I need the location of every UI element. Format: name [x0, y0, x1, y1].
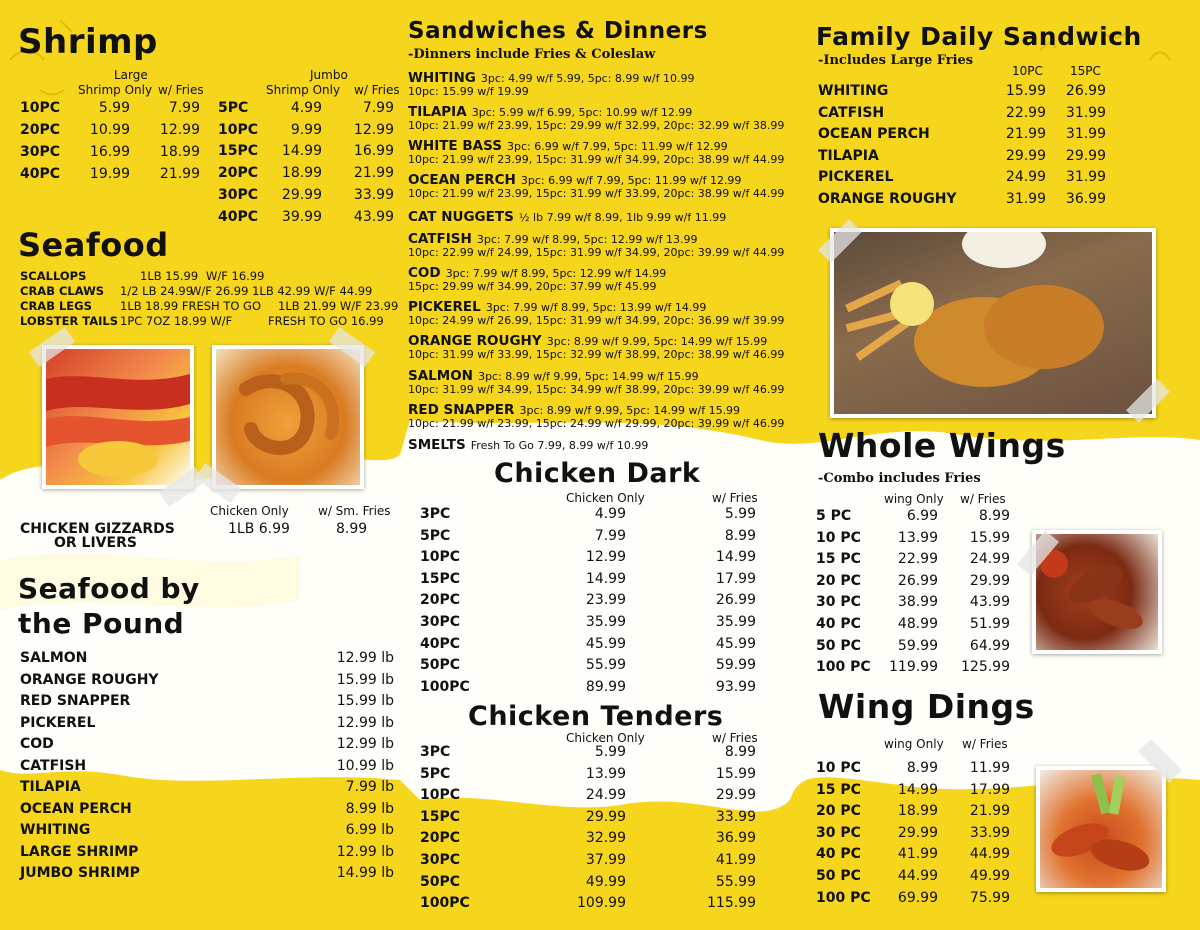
price-only: 16.99	[89, 144, 130, 160]
price-with-fries: 29.99	[715, 787, 756, 804]
item-name: COD	[20, 736, 54, 752]
price-a: 1LB 15.99	[140, 269, 199, 283]
price-only: 29.99	[585, 808, 626, 825]
sandwiches-subtitle: -Dinners include Fries & Coleslaw	[408, 47, 656, 62]
price-per-lb: 12.99 lb	[336, 843, 394, 860]
sandwich-item	[408, 138, 784, 166]
price-15pc: 31.99	[1065, 126, 1106, 142]
size-label: 20PC	[420, 830, 461, 847]
shrimp-large-only-header: Shrimp Only	[78, 83, 153, 97]
price-per-lb: 12.99 lb	[336, 650, 394, 666]
price-line-1: 3pc: 4.99 w/f 5.99, 5pc: 8.99 w/f 10.99	[480, 72, 695, 85]
item-name: SALMON	[408, 368, 473, 384]
price-with-fries: 35.99	[715, 614, 756, 630]
price-only: 10.99	[89, 122, 130, 138]
size-label: 10 PC	[816, 760, 861, 776]
price-line-1: Fresh To Go 7.99, 8.99 w/f 10.99	[470, 439, 649, 452]
size-label: 10 PC	[816, 529, 861, 546]
price-only: 19.99	[89, 166, 130, 182]
size-label: 30PC	[420, 852, 461, 868]
item-name: LARGE SHRIMP	[20, 843, 139, 860]
price-only: 26.99	[897, 572, 938, 589]
size-label: 40PC	[218, 208, 259, 225]
size-label: 100PC	[420, 895, 470, 912]
size-label: 5PC	[218, 100, 249, 116]
price-with-fries: 33.99	[353, 186, 394, 203]
item-name: WHITING	[20, 822, 91, 838]
price-only: 9.99	[290, 121, 322, 138]
price-only: 14.99	[281, 143, 322, 160]
wing-dings-photo	[1036, 766, 1166, 892]
size-label: 20 PC	[816, 803, 861, 820]
price-only: 69.99	[897, 889, 938, 906]
size-label: 30 PC	[816, 594, 861, 611]
price-10pc: 29.99	[1005, 147, 1046, 164]
size-label: 100 PC	[816, 889, 871, 906]
price-with-fries: 16.99	[353, 143, 394, 160]
item-name: COD	[408, 265, 441, 281]
price-only: 12.99	[585, 549, 626, 566]
price-line-2: 10pc: 31.99 w/f 33.99, 15pc: 32.99 w/f 38.99, 20pc: 38.99 w/f 46.99	[408, 348, 785, 361]
size-label: 10PC	[218, 121, 259, 138]
item-name: ORANGE ROUGHY	[408, 333, 542, 349]
price-line-1: 3pc: 8.99 w/f 9.99, 5pc: 14.99 w/f 15.99	[519, 404, 741, 417]
price-line-2: 10pc: 21.99 w/f 23.99, 15pc: 31.99 w/f 33.99, 20pc: 38.99 w/f 44.99	[408, 187, 785, 200]
price-per-lb: 12.99 lb	[336, 736, 394, 752]
price-15pc: 29.99	[1065, 147, 1106, 164]
seafood-title: Seafood	[18, 226, 169, 264]
price-b: 1LB 21.99 W/F 23.99	[278, 299, 399, 313]
price-line-2: 10pc: 15.99 w/f 19.99	[408, 85, 529, 98]
price-only: 32.99	[585, 830, 626, 847]
price-with-fries: 33.99	[969, 824, 1010, 841]
size-label: 5PC	[420, 527, 451, 544]
price-with-fries: 59.99	[715, 657, 756, 674]
price-only: 14.99	[585, 570, 626, 587]
price-b: W/F 26.99 1LB 42.99 W/F 44.99	[190, 284, 373, 298]
size-label: 40PC	[20, 166, 61, 182]
price-only: 109.99	[577, 895, 626, 912]
item-name: TILAPIA	[20, 779, 81, 795]
size-label: 3PC	[420, 744, 451, 760]
whole-wings-only-header: wing Only	[884, 492, 944, 506]
price-with-fries: 15.99	[969, 529, 1010, 546]
item-name: SMELTS	[408, 437, 466, 453]
item-name: RED SNAPPER	[408, 402, 515, 418]
price-only: 5.99	[594, 744, 626, 760]
price-per-lb: 12.99 lb	[336, 714, 394, 731]
gizzards-fries-price: 8.99	[336, 521, 368, 537]
price-a: 1LB 18.99 FRESH TO GO	[120, 299, 262, 313]
price-only: 59.99	[897, 637, 938, 654]
item-name: WHITING	[408, 70, 476, 86]
size-label: 30PC	[218, 186, 259, 203]
price-per-lb: 6.99 lb	[345, 822, 394, 838]
size-label: 100PC	[420, 678, 470, 695]
sandwich-item	[408, 437, 648, 452]
price-with-fries: 18.99	[159, 144, 200, 160]
price-line-1: 3pc: 7.99 w/f 8.99, 5pc: 12.99 w/f 13.99	[476, 233, 698, 246]
price-10pc: 21.99	[1005, 126, 1046, 142]
price-only: 48.99	[897, 616, 938, 632]
price-only: 119.99	[889, 659, 938, 676]
size-label: 30PC	[20, 144, 61, 160]
price-line-2: 10pc: 31.99 w/f 34.99, 15pc: 34.99 w/f 38.99, 20pc: 39.99 w/f 46.99	[408, 383, 785, 396]
price-with-fries: 21.99	[159, 166, 200, 182]
item-name: ORANGE ROUGHY	[20, 671, 159, 688]
item-name: OCEAN PERCH	[408, 172, 516, 188]
chicken-tenders-only-header: Chicken Only	[566, 731, 645, 745]
price-with-fries: 7.99	[362, 100, 394, 116]
price-only: 39.99	[281, 208, 322, 225]
item-name: TILAPIA	[818, 147, 879, 164]
sandwich-item	[408, 402, 784, 430]
price-with-fries: 51.99	[969, 616, 1010, 632]
size-label: 3PC	[420, 506, 451, 522]
size-label: 50PC	[420, 657, 461, 674]
price-only: 44.99	[897, 868, 938, 884]
crab-legs-photo	[42, 345, 194, 489]
price-15pc: 31.99	[1065, 104, 1106, 121]
price-with-fries: 21.99	[353, 165, 394, 182]
price-per-lb: 15.99 lb	[336, 693, 394, 709]
price-15pc: 31.99	[1065, 169, 1106, 185]
size-label: 100 PC	[816, 659, 871, 676]
price-with-fries: 26.99	[715, 592, 756, 609]
item-name: OCEAN PERCH	[20, 800, 132, 817]
price-with-fries: 12.99	[159, 122, 200, 138]
price-only: 49.99	[585, 873, 626, 890]
price-per-lb: 7.99 lb	[345, 779, 394, 795]
price-with-fries: 7.99	[168, 100, 200, 116]
gizzards-fries-header: w/ Sm. Fries	[318, 504, 391, 518]
shrimp-large-fries-header: w/ Fries	[158, 83, 204, 97]
price-only: 41.99	[897, 846, 938, 863]
item-name: WHITING	[818, 83, 889, 99]
price-with-fries: 15.99	[715, 765, 756, 782]
item-name: CATFISH	[818, 104, 885, 121]
size-label: 30PC	[420, 614, 461, 630]
price-line-2: 15pc: 29.99 w/f 34.99, 20pc: 37.99 w/f 45.99	[408, 280, 657, 293]
price-line-1: 3pc: 7.99 w/f 8.99, 5pc: 13.99 w/f 14.99	[485, 301, 707, 314]
item-name: PICKEREL	[818, 169, 894, 185]
price-line-1: 3pc: 5.99 w/f 6.99, 5pc: 10.99 w/f 12.99	[471, 106, 693, 119]
price-with-fries: 43.99	[353, 208, 394, 225]
price-15pc: 26.99	[1065, 83, 1106, 99]
price-only: 13.99	[897, 529, 938, 546]
price-with-fries: 24.99	[969, 551, 1010, 568]
wing-dings-only-header: wing Only	[884, 737, 944, 751]
price-with-fries: 64.99	[969, 637, 1010, 654]
shrimp-large-header: Large	[114, 68, 148, 82]
by-pound-title-line2: the Pound	[18, 607, 185, 640]
price-10pc: 22.99	[1005, 104, 1046, 121]
size-label: 50 PC	[816, 637, 861, 654]
size-label: 10PC	[420, 787, 461, 804]
sandwich-item	[408, 368, 784, 396]
sandwich-item	[408, 70, 694, 98]
sandwich-item	[408, 333, 784, 361]
fried-fish-photo	[830, 228, 1156, 418]
price-per-lb: 10.99 lb	[336, 757, 394, 774]
price-with-fries: 41.99	[715, 852, 756, 868]
sandwiches-title: Sandwiches & Dinners	[408, 18, 708, 44]
price-only: 22.99	[897, 551, 938, 568]
size-label: 50 PC	[816, 868, 861, 884]
price-line-1: 3pc: 7.99 w/f 8.99, 5pc: 12.99 w/f 14.99	[445, 267, 667, 280]
fried-shrimp-photo	[212, 345, 364, 489]
whole-wings-subtitle: -Combo includes Fries	[818, 471, 981, 486]
price-only: 8.99	[906, 760, 938, 776]
item-name: WHITE BASS	[408, 138, 502, 154]
price-only: 13.99	[585, 765, 626, 782]
price-with-fries: 55.99	[715, 873, 756, 890]
price-with-fries: 75.99	[969, 889, 1010, 906]
chicken-dark-fries-header: w/ Fries	[712, 491, 758, 505]
item-name: LOBSTER TAILS	[20, 314, 119, 328]
price-with-fries: 5.99	[724, 506, 756, 522]
item-name: CATFISH	[408, 231, 472, 247]
price-with-fries: 33.99	[715, 808, 756, 825]
size-label: 5 PC	[816, 508, 852, 524]
item-name: CRAB LEGS	[20, 299, 92, 313]
price-with-fries: 8.99	[978, 508, 1010, 524]
size-label: 15 PC	[816, 781, 861, 798]
price-with-fries: 125.99	[961, 659, 1010, 676]
size-label: 40PC	[420, 635, 461, 652]
item-name: CAT NUGGETS	[408, 209, 514, 225]
price-with-fries: 115.99	[707, 895, 756, 912]
family-title: Family Daily Sandwich	[816, 22, 1142, 51]
wing-dings-title: Wing Dings	[818, 687, 1035, 726]
gizzards-only-price: 1LB 6.99	[228, 521, 290, 537]
chicken-tenders-fries-header: w/ Fries	[712, 731, 758, 745]
item-name: TILAPIA	[408, 104, 467, 120]
price-line-1: 3pc: 6.99 w/f 7.99, 5pc: 11.99 w/f 12.99	[520, 174, 742, 187]
wing-dings-fries-header: w/ Fries	[962, 737, 1008, 751]
price-only: 35.99	[585, 614, 626, 630]
price-only: 18.99	[897, 803, 938, 820]
price-only: 5.99	[98, 100, 130, 116]
price-line-2: 10pc: 21.99 w/f 23.99, 15pc: 29.99 w/f 32.99, 20pc: 32.99 w/f 38.99	[408, 119, 785, 132]
price-with-fries: 14.99	[715, 549, 756, 566]
price-with-fries: 12.99	[353, 121, 394, 138]
shrimp-jumbo-header: Jumbo	[310, 68, 348, 82]
family-15pc-header: 15PC	[1070, 64, 1101, 78]
price-per-lb: 14.99 lb	[336, 865, 394, 881]
whole-wings-title: Whole Wings	[818, 426, 1066, 465]
chicken-dark-only-header: Chicken Only	[566, 491, 645, 505]
price-b: FRESH TO GO 16.99	[268, 314, 384, 328]
price-only: 29.99	[281, 186, 322, 203]
size-label: 10PC	[420, 549, 461, 566]
price-per-lb: 15.99 lb	[336, 671, 394, 688]
item-name: PICKEREL	[408, 299, 481, 315]
price-only: 6.99	[906, 508, 938, 524]
price-only: 29.99	[897, 824, 938, 841]
price-with-fries: 21.99	[969, 803, 1010, 820]
size-label: 40 PC	[816, 616, 861, 632]
price-15pc: 36.99	[1065, 190, 1106, 207]
item-name: SCALLOPS	[20, 269, 87, 283]
price-10pc: 31.99	[1005, 190, 1046, 207]
sandwich-item	[408, 265, 666, 293]
sandwich-item	[408, 209, 726, 224]
size-label: 5PC	[420, 765, 451, 782]
price-with-fries: 17.99	[715, 570, 756, 587]
price-with-fries: 11.99	[969, 760, 1010, 776]
sandwich-item	[408, 172, 784, 200]
size-label: 20PC	[20, 122, 61, 138]
item-name: JUMBO SHRIMP	[20, 865, 140, 881]
size-label: 10PC	[20, 100, 61, 116]
price-only: 24.99	[585, 787, 626, 804]
chicken-tenders-title: Chicken Tenders	[468, 701, 724, 732]
sandwich-item	[408, 231, 784, 259]
size-label: 20PC	[218, 165, 259, 182]
shrimp-jumbo-only-header: Shrimp Only	[266, 83, 341, 97]
price-10pc: 15.99	[1005, 83, 1046, 99]
shrimp-jumbo-fries-header: w/ Fries	[354, 83, 400, 97]
price-line-1: 3pc: 8.99 w/f 9.99, 5pc: 14.99 w/f 15.99	[478, 370, 699, 383]
size-label: 15PC	[420, 570, 461, 587]
price-only: 7.99	[594, 527, 626, 544]
price-line-1: 3pc: 6.99 w/f 7.99, 5pc: 11.99 w/f 12.99	[507, 140, 728, 153]
gizzards-only-header: Chicken Only	[210, 504, 289, 518]
price-only: 89.99	[585, 678, 626, 695]
price-with-fries: 8.99	[724, 744, 756, 760]
by-pound-title: Seafood by	[18, 572, 200, 605]
item-name: ORANGE ROUGHY	[818, 190, 957, 207]
price-line-1: 3pc: 8.99 w/f 9.99, 5pc: 14.99 w/f 15.99	[546, 335, 768, 348]
price-with-fries: 36.99	[715, 830, 756, 847]
price-line-1: ½ lb 7.99 w/f 8.99, 1lb 9.99 w/f 11.99	[518, 211, 727, 224]
family-subtitle: -Includes Large Fries	[818, 53, 974, 68]
price-a: 1/2 LB 24.99	[120, 284, 194, 298]
price-with-fries: 17.99	[969, 781, 1010, 798]
price-with-fries: 45.99	[715, 635, 756, 652]
price-only: 4.99	[290, 100, 322, 116]
price-with-fries: 29.99	[969, 572, 1010, 589]
sandwich-item	[408, 104, 784, 132]
size-label: 20 PC	[816, 572, 861, 589]
price-only: 37.99	[585, 852, 626, 868]
item-name: CATFISH	[20, 757, 87, 774]
price-with-fries: 44.99	[969, 846, 1010, 863]
family-10pc-header: 10PC	[1012, 64, 1043, 78]
item-name: CRAB CLAWS	[20, 284, 105, 298]
price-line-2: 10pc: 24.99 w/f 26.99, 15pc: 31.99 w/f 34.99, 20pc: 36.99 w/f 39.99	[408, 314, 785, 327]
price-only: 14.99	[897, 781, 938, 798]
price-with-fries: 43.99	[969, 594, 1010, 611]
price-per-lb: 8.99 lb	[345, 800, 394, 817]
price-only: 55.99	[585, 657, 626, 674]
item-name: SALMON	[20, 650, 88, 666]
price-with-fries: 93.99	[715, 678, 756, 695]
item-name: PICKEREL	[20, 714, 96, 731]
size-label: 15 PC	[816, 551, 861, 568]
price-only: 23.99	[585, 592, 626, 609]
item-name: OCEAN PERCH	[818, 126, 930, 142]
price-b: W/F 16.99	[206, 269, 265, 283]
price-only: 45.99	[585, 635, 626, 652]
size-label: 30 PC	[816, 824, 861, 841]
price-line-2: 10pc: 21.99 w/f 23.99, 15pc: 24.99 w/f 29.99, 20pc: 39.99 w/f 46.99	[408, 417, 785, 430]
size-label: 40 PC	[816, 846, 861, 863]
item-name: RED SNAPPER	[20, 693, 131, 709]
size-label: 20PC	[420, 592, 461, 609]
sandwich-item	[408, 299, 784, 327]
gizzards-name: CHICKEN GIZZARDS	[20, 521, 175, 537]
price-with-fries: 8.99	[724, 527, 756, 544]
price-line-2: 10pc: 21.99 w/f 23.99, 15pc: 31.99 w/f 34.99, 20pc: 38.99 w/f 44.99	[408, 153, 785, 166]
price-line-2: 10pc: 22.99 w/f 24.99, 15pc: 31.99 w/f 34.99, 20pc: 39.99 w/f 44.99	[408, 246, 785, 259]
price-only: 18.99	[281, 165, 322, 182]
size-label: 15PC	[218, 143, 259, 160]
price-10pc: 24.99	[1005, 169, 1046, 185]
size-label: 50PC	[420, 873, 461, 890]
price-only: 38.99	[897, 594, 938, 611]
size-label: 15PC	[420, 808, 461, 825]
gizzards-name-line2: OR LIVERS	[54, 535, 137, 551]
whole-wings-fries-header: w/ Fries	[960, 492, 1006, 506]
chicken-dark-title: Chicken Dark	[494, 458, 701, 489]
price-with-fries: 49.99	[969, 868, 1010, 884]
price-a: 1PC 7OZ 18.99 W/F	[120, 314, 233, 328]
shrimp-title: Shrimp	[18, 22, 158, 62]
price-only: 4.99	[594, 506, 626, 522]
